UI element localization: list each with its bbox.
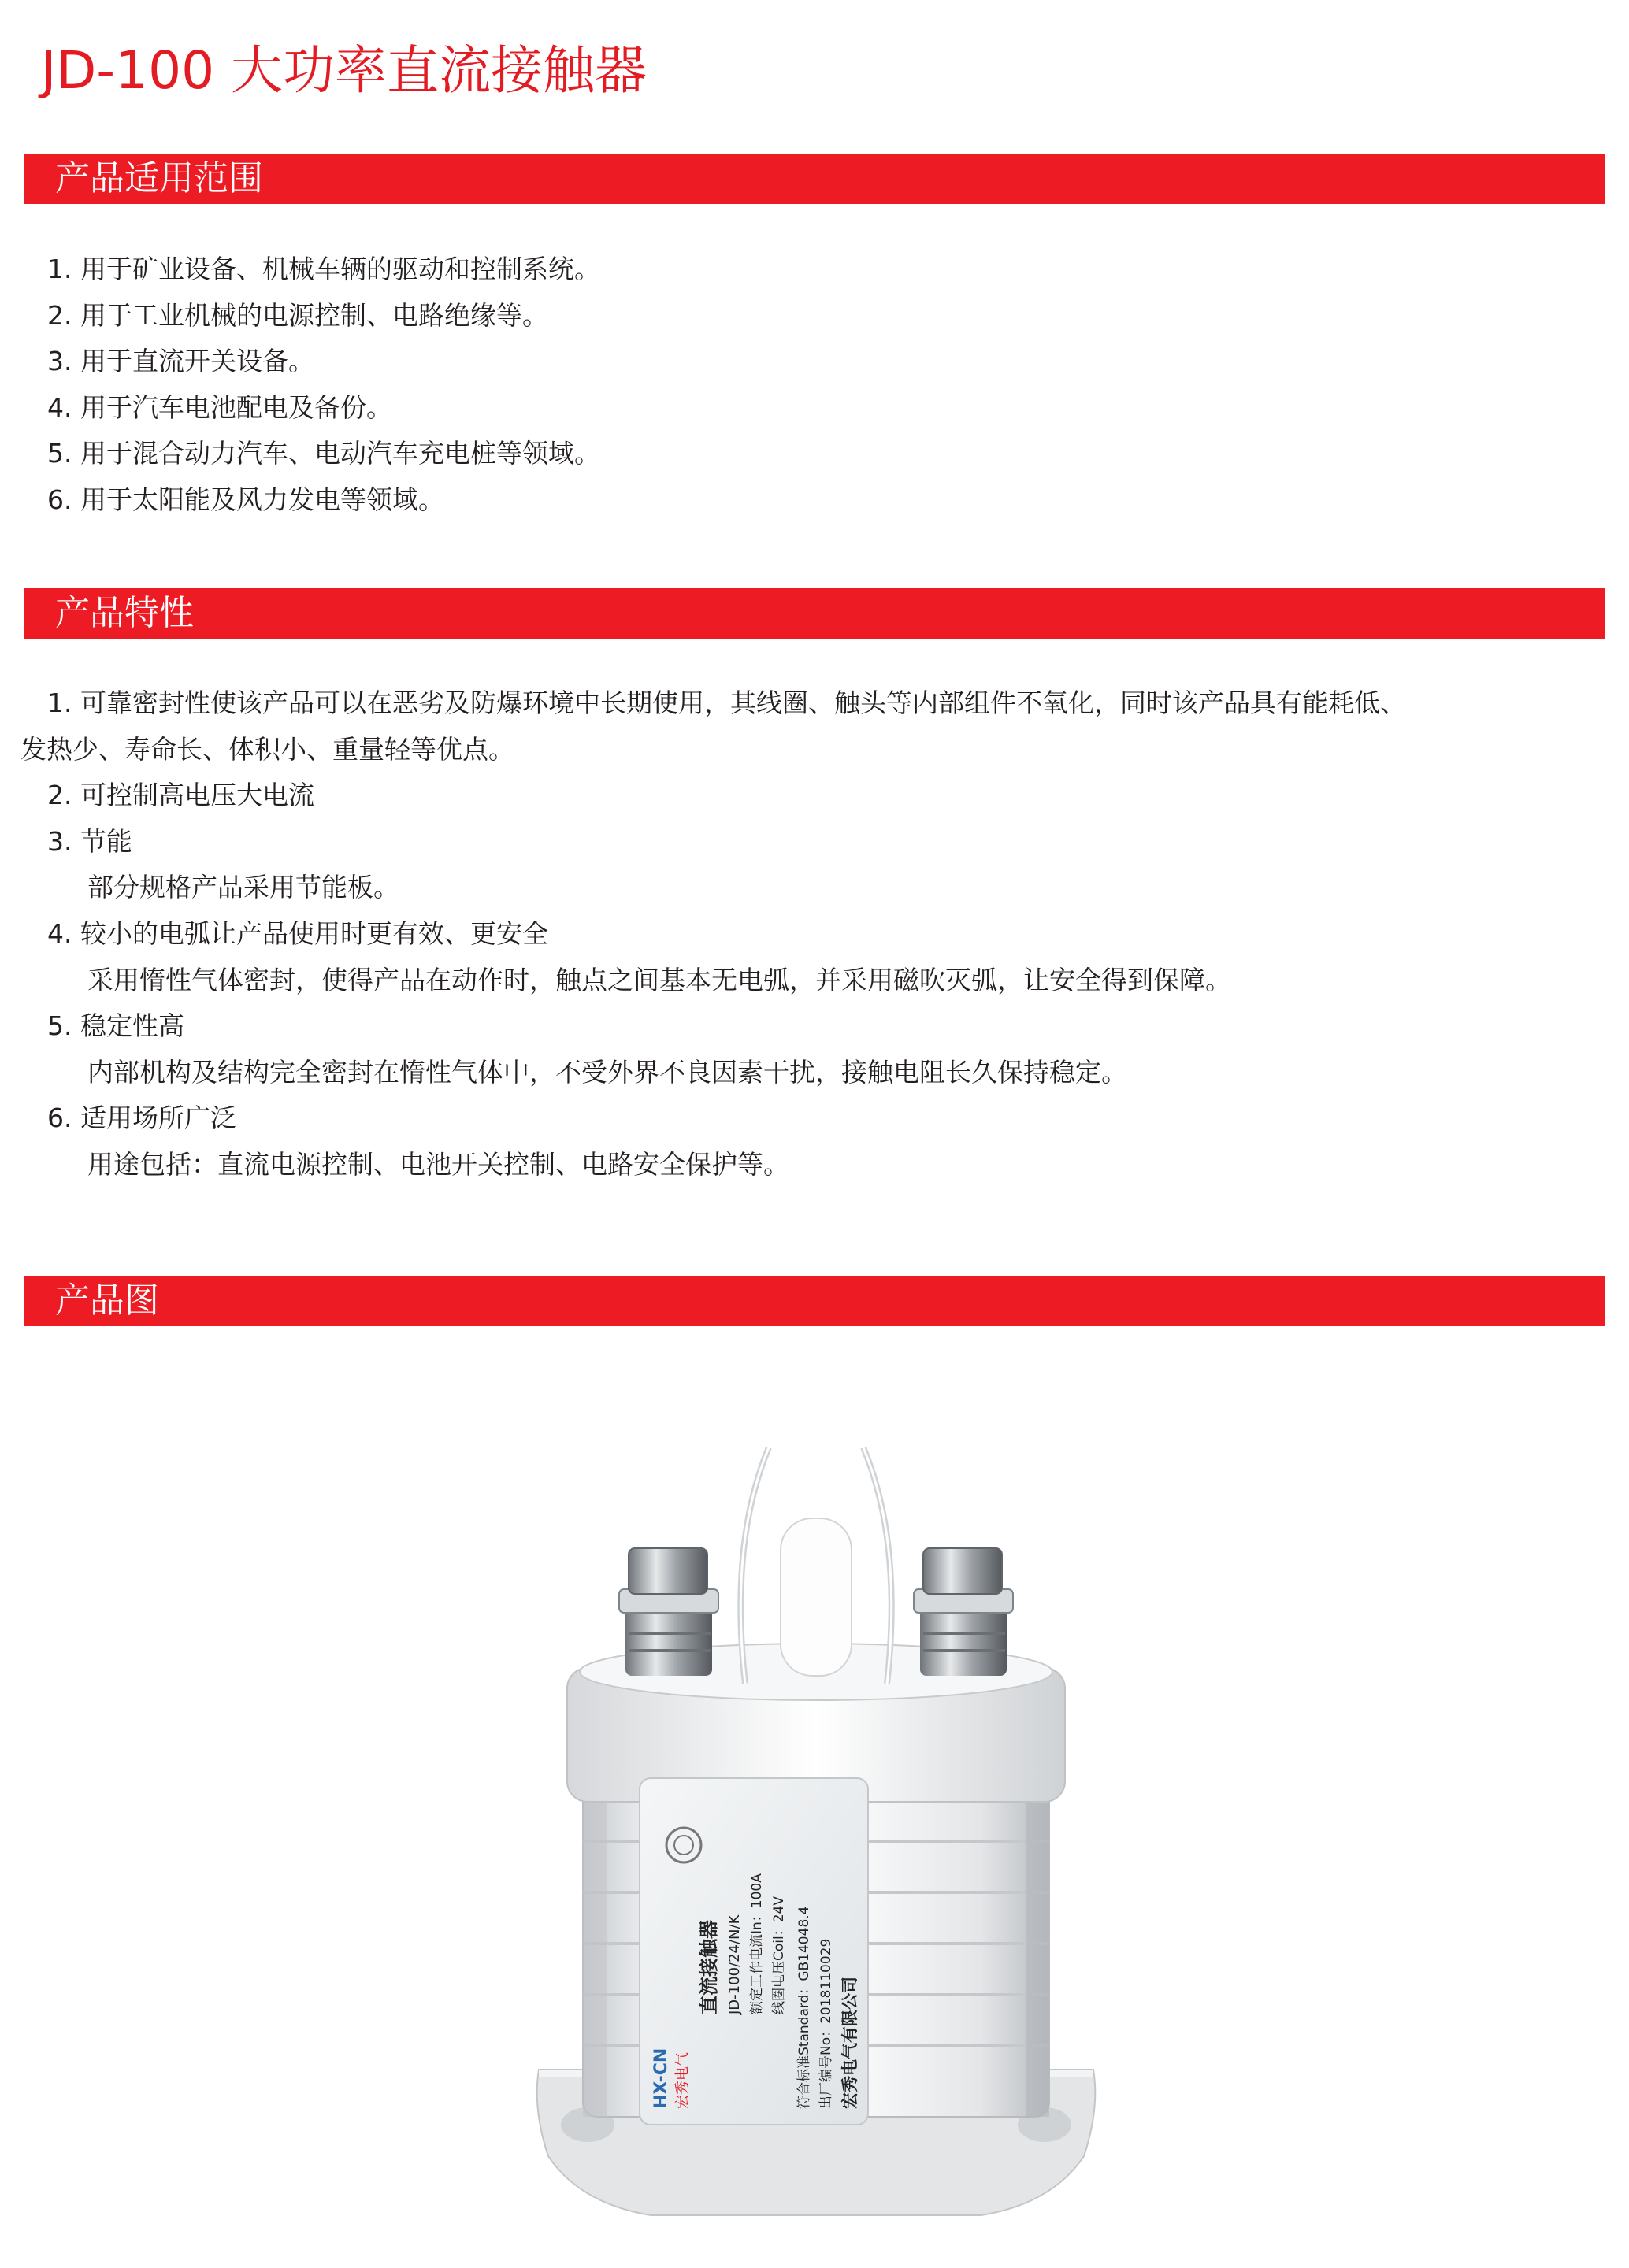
terminal-right xyxy=(914,1548,1013,1676)
list-item: 1. 用于矿业设备、机械车辆的驱动和控制系统。 xyxy=(47,254,600,284)
label-current: 额定工作电流In：100A xyxy=(749,1873,765,2014)
list-item: 2. 用于工业机械的电源控制、电路绝缘等。 xyxy=(47,299,548,331)
features-list xyxy=(20,680,1406,1188)
section-header-image xyxy=(24,1276,1605,1326)
list-item: 1. 可靠密封性使该产品可以在恶劣及防爆环境中长期使用，其线圈、触头等内部组件不氧化，同时该产品具有能耗低、 xyxy=(47,687,1406,718)
label-brand: HX-CN xyxy=(651,2048,671,2109)
list-item-continuation: 发热少、寿命长、体积小、重量轻等优点。 xyxy=(20,733,514,765)
scope-list xyxy=(47,246,600,524)
label-coil: 线圈电压Coil：24V xyxy=(771,1896,787,2014)
list-item: 4. 用于汽车电池配电及备份。 xyxy=(47,391,392,423)
list-item: 3. 节能 xyxy=(47,825,132,857)
list-item-detail: 内部机构及结构完全密封在惰性气体中，不受外界不良因素干扰，接触电阻长久保持稳定。 xyxy=(87,1056,1127,1088)
list-item-detail: 采用惰性气体密封，使得产品在动作时，触点之间基本无电弧，并采用磁吹灭弧，让安全得到保障。 xyxy=(87,964,1231,995)
list-item: 3. 用于直流开关设备。 xyxy=(47,346,314,377)
label-brand-cn: 宏秀电气 xyxy=(674,2052,691,2109)
label-company: 宏秀电气有限公司 xyxy=(840,1977,859,2109)
section-header-scope xyxy=(24,154,1605,204)
terminal-left xyxy=(619,1548,718,1676)
list-item-detail: 部分规格产品采用节能板。 xyxy=(87,872,399,903)
list-item: 5. 稳定性高 xyxy=(47,1010,184,1042)
list-item: 2. 可控制高电压大电流 xyxy=(47,780,314,811)
section-header-features xyxy=(24,588,1605,639)
list-item: 6. 适用场所广泛 xyxy=(47,1102,236,1134)
list-item: 6. 用于太阳能及风力发电等领域。 xyxy=(47,484,444,515)
product-image xyxy=(532,1447,1100,2243)
list-item-detail: 用途包括：直流电源控制、电池开关控制、电路安全保护等。 xyxy=(87,1148,789,1180)
label-standard: 符合标准Standard：GB14048.4 xyxy=(796,1906,812,2109)
list-item: 5. 用于混合动力汽车、电动汽车充电桩等领域。 xyxy=(47,438,600,469)
label-serial: 出厂编号No：2018110029 xyxy=(818,1938,834,2109)
list-item: 4. 较小的电弧让产品使用时更有效、更安全 xyxy=(47,917,548,949)
section-heading-image: 产品图 xyxy=(55,1280,159,1321)
section-heading-features: 产品特性 xyxy=(55,593,194,633)
page-title: JD-100 大功率直流接触器 xyxy=(41,40,648,101)
label-model: JD-100/24/N/K xyxy=(726,1914,743,2014)
label-product-name: 直流接触器 xyxy=(698,1920,720,2014)
product-label xyxy=(640,1778,868,2125)
section-heading-scope: 产品适用范围 xyxy=(55,158,263,198)
